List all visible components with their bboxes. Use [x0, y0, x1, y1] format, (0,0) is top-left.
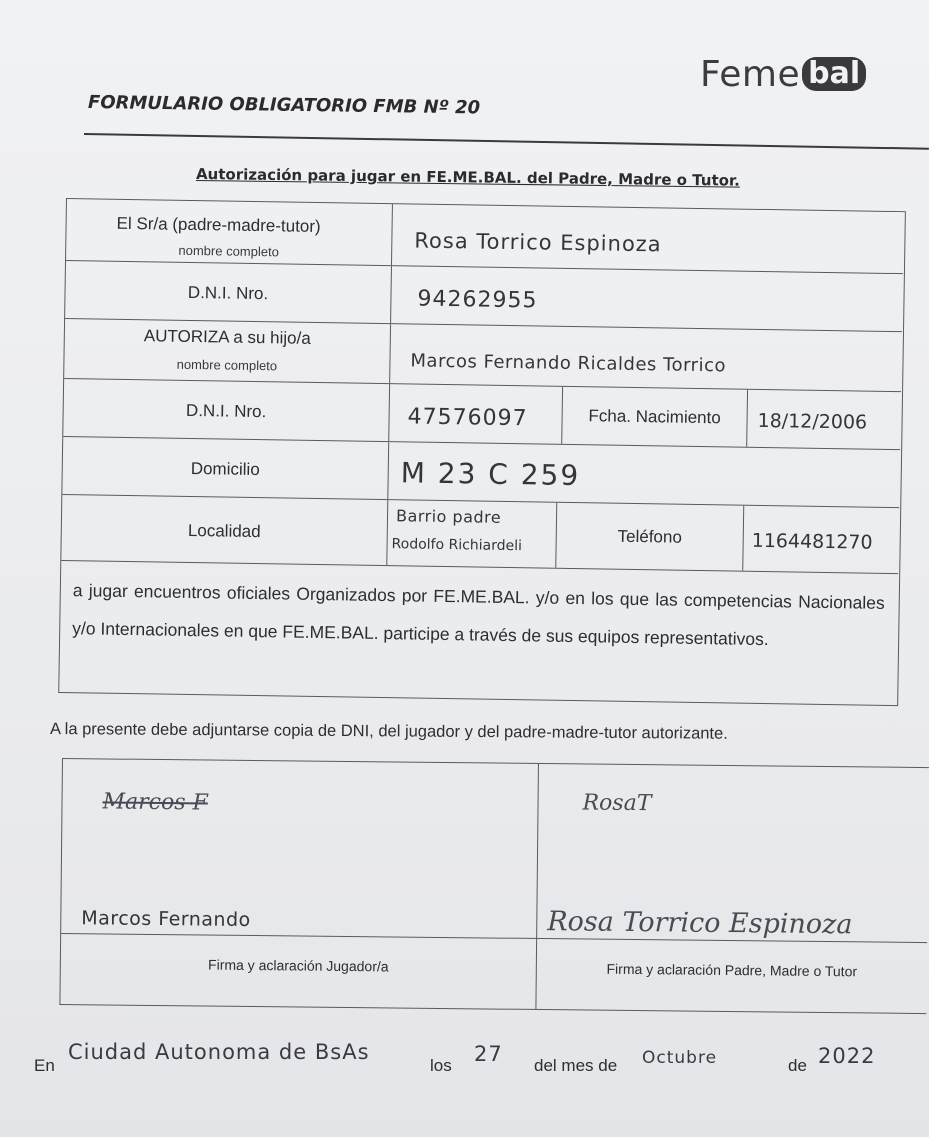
child-name-label-cell	[64, 319, 391, 383]
address-value: M 23 C 259	[400, 456, 581, 493]
signature-table	[59, 758, 929, 1014]
footer-year-value: 2022	[818, 1044, 876, 1068]
footer-place-date	[34, 1040, 929, 1080]
locality-value-line2: Rodolfo Richiardeli	[391, 536, 523, 555]
footer-day-value: 27	[474, 1042, 503, 1066]
femebal-logo	[700, 52, 866, 96]
child-dni-label: D.N.I. Nro.	[185, 400, 267, 422]
parent-printed-name: Rosa Torrico Espinoza	[547, 906, 853, 941]
footer-month-value: Octubre	[642, 1048, 718, 1068]
row-locality	[61, 495, 899, 574]
parent-dni-label-cell	[65, 261, 392, 323]
footer-en-label: En	[34, 1056, 55, 1075]
form-subtitle: Autorización para jugar en FE.ME.BAL. del Padre, Madre o Tutor.	[195, 165, 741, 190]
parent-name-label-cell	[66, 199, 393, 265]
footer-year-label: de	[788, 1056, 807, 1075]
child-name-value: Marcos Fernando Ricaldes Torrico	[410, 350, 727, 377]
parent-dni-value: 94262955	[417, 286, 538, 314]
logo-text: Feme	[700, 53, 801, 95]
footer-los-label: los	[430, 1056, 452, 1075]
birth-date-value: 18/12/2006	[757, 409, 868, 434]
form-title: FORMULARIO OBLIGATORIO FMB Nº 20	[87, 92, 481, 119]
locality-label-cell	[61, 495, 388, 565]
player-printed-name: Marcos Fernando	[81, 907, 251, 931]
birth-date-label: Fcha. Nacimiento	[561, 387, 748, 447]
footer-city-value: Ciudad Autonoma de BsAs	[68, 1040, 370, 1064]
phone-label: Teléfono	[555, 503, 744, 571]
authorization-table	[58, 198, 906, 706]
parent-name-value: Rosa Torrico Espinoza	[414, 228, 662, 257]
parent-signature-caption: Firma y aclaración Padre, Madre o Tutor	[606, 960, 858, 980]
address-label-cell	[62, 437, 389, 499]
player-signature-caption: Firma y aclaración Jugador/a	[207, 956, 389, 975]
parent-name-label: El Sr/a (padre-madre-tutor)	[116, 213, 321, 237]
child-dni-value: 47576097	[407, 404, 528, 432]
locality-label: Localidad	[187, 520, 261, 542]
authorization-paragraph: a jugar encuentros oficiales Organizados por FE.ME.BAL. y/o en los que las competencias Nacionales y/o Internacionales en que FE.ME.BAL. participe a través de sus equipos representativos.	[72, 580, 885, 650]
phone-value: 1164481270	[751, 529, 873, 554]
logo-pill: bal	[802, 57, 866, 91]
child-name-sublabel: nombre completo	[176, 356, 278, 374]
footer-month-label: del mes de	[534, 1056, 618, 1075]
title-rule	[84, 133, 929, 150]
attachment-note: A la presente debe adjuntarse copia de DNI, del jugador y del padre-madre-tutor autorizante.	[49, 720, 728, 743]
parent-signature-scribble: RosaT	[582, 790, 652, 817]
parent-name-sublabel: nombre completo	[178, 242, 280, 260]
child-dni-label-cell	[63, 379, 390, 441]
player-signature-scribble: Marcos F	[102, 789, 208, 816]
parent-dni-label: D.N.I. Nro.	[187, 282, 269, 304]
locality-value-line1: Barrio padre	[395, 506, 502, 527]
address-label: Domicilio	[190, 458, 260, 480]
child-name-label: AUTORIZA a su hijo/a	[143, 326, 311, 348]
